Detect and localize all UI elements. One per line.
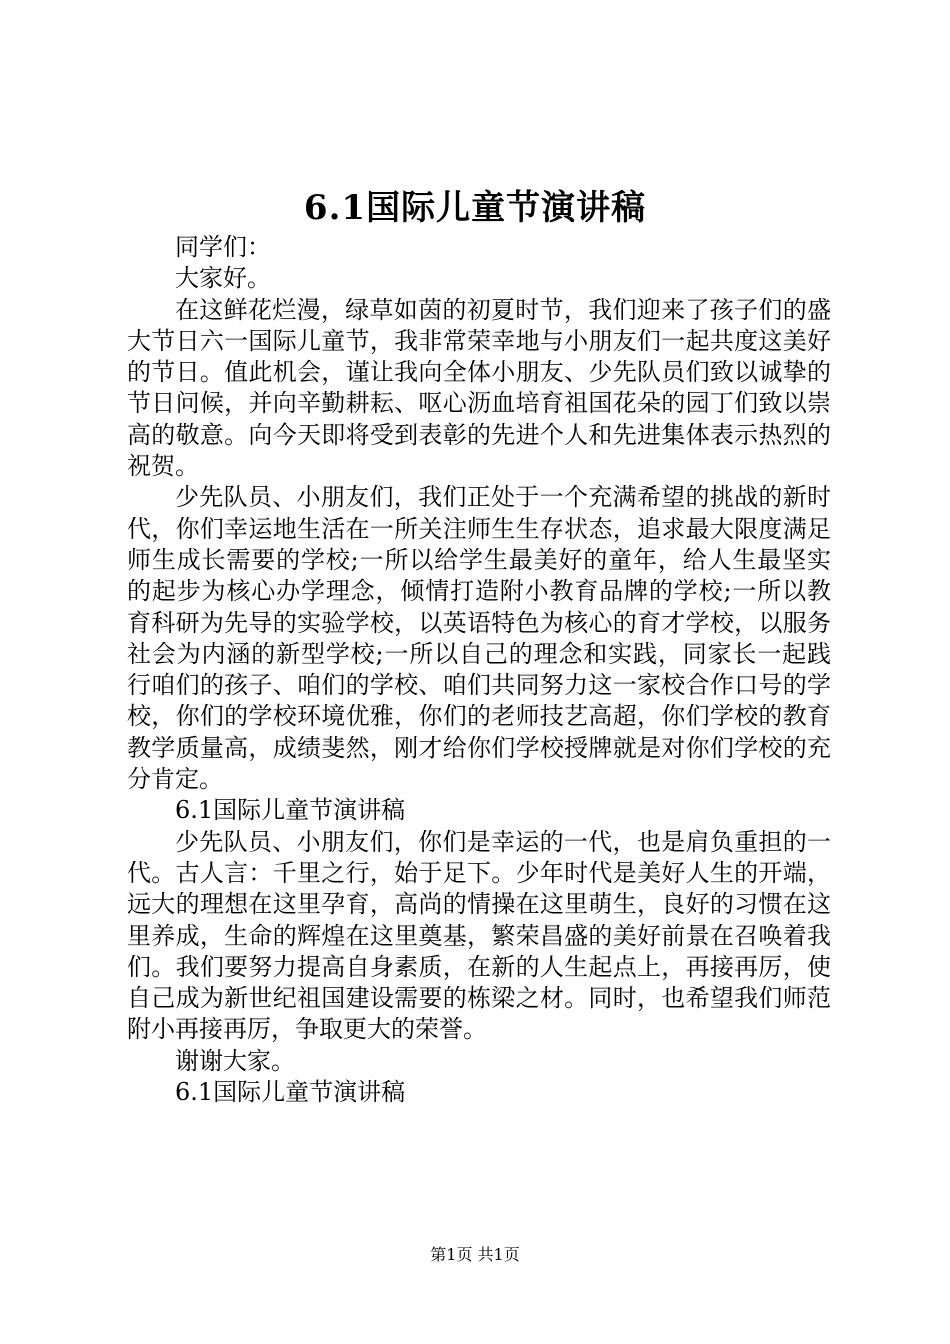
thanks-line: 谢谢大家。 <box>175 1046 295 1075</box>
closing-title-line: 6.1国际儿童节演讲稿 <box>175 1078 406 1107</box>
paragraph-school: 少先队员、小朋友们，我们正处于一个充满希望的挑战的新时代，你们幸运地生活在一所关注师生生存状态，追求最大限度满足师生成长需要的学校;一所以给学生最美好的童年，给人生最坚实的起步为核心办学理念，倾情打造附小教育品牌的学校;一所以教育科研为先导的实验学校，以英语特色为核心的育才学校，以服务社会为内涵的新型学校;一所以自己的理念和实践，同家长一起践行咱们的孩子、咱们的学校、咱们共同努力这一家校合作口号的学校，你们的学校环境优雅，你们的老师技艺高超，你们学校的教育教学质量高，成绩斐然，刚才给你们学校授牌就是对你们学校的充分肯定。 <box>127 483 831 794</box>
document-title: 6.1国际儿童节演讲稿 <box>303 188 647 228</box>
page-footer: 第1页 共1页 <box>430 1245 520 1264</box>
repeated-title-line: 6.1国际儿童节演讲稿 <box>175 796 406 825</box>
salutation-line: 大家好。 <box>175 264 271 293</box>
paragraph-hope: 少先队员、小朋友们，你们是幸运的一代，也是肩负重担的一代。古人言：千里之行，始于足下。少年时代是美好人生的开端，远大的理想在这里孕育，高尚的情操在这里萌生，良好的习惯在这里养成，生命的辉煌在这里奠基，繁荣昌盛的美好前景在召唤着我们。我们要努力提高自身素质，在新的人生起点上，再接再厉，使自己成为新世纪祖国建设需要的栋梁之材。同时，也希望我们师范附小再接再厉，争取更大的荣誉。 <box>127 827 831 1044</box>
paragraph-intro: 在这鲜花烂漫，绿草如茵的初夏时节，我们迎来了孩子们的盛大节日六一国际儿童节，我非常荣幸地与小朋友们一起共度这美好的节日。值此机会，谨让我向全体小朋友、少先队员们致以诚挚的节日问候，并向辛勤耕耘、呕心沥血培育祖国花朵的园丁们致以崇高的敬意。向今天即将受到表彰的先进个人和先进集体表示热烈的祝贺。 <box>127 295 831 481</box>
document-body <box>127 232 831 1108</box>
greeting-line: 同学们： <box>175 233 271 261</box>
